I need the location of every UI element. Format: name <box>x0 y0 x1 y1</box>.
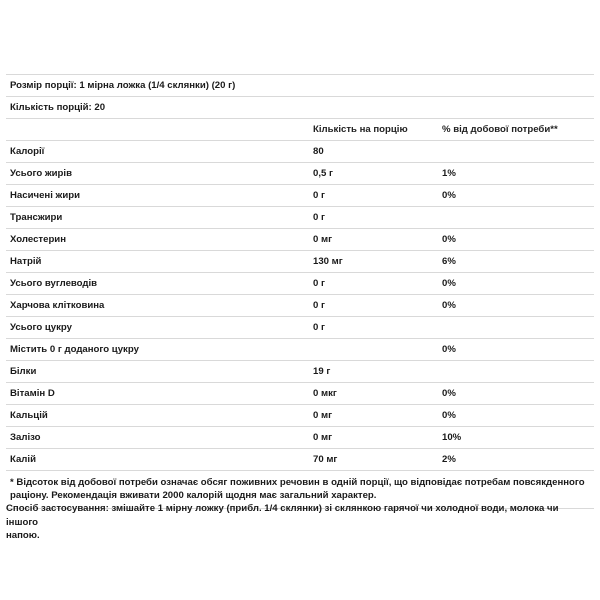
table-row <box>6 449 594 471</box>
table-row <box>6 207 594 229</box>
nutrient-daily-value: 0% <box>442 410 456 421</box>
table-row <box>6 163 594 185</box>
table-row <box>6 427 594 449</box>
nutrient-daily-value: 0% <box>442 300 456 311</box>
nutrient-daily-value: 1% <box>442 168 456 179</box>
table-header-row <box>6 119 594 141</box>
nutrient-name: Калорії <box>10 146 45 157</box>
table-row <box>6 383 594 405</box>
nutrient-daily-value: 6% <box>442 256 456 267</box>
nutrient-amount: 0 мкг <box>313 388 337 399</box>
nutrient-name: Усього цукру <box>10 322 72 333</box>
nutrient-daily-value: 0% <box>442 278 456 289</box>
header-amount: Кількість на порцію <box>313 124 408 135</box>
footnote-line: раціону. Рекомендація вживати 2000 калорій щодня має загальний характер. <box>10 490 377 501</box>
header-daily-value: % від добової потреби** <box>442 124 558 135</box>
nutrient-daily-value: 0% <box>442 388 456 399</box>
nutrient-amount: 19 г <box>313 366 331 377</box>
table-row <box>6 141 594 163</box>
servings-count: Кількість порцій: 20 <box>6 97 594 119</box>
table-row <box>6 361 594 383</box>
table-row <box>6 405 594 427</box>
nutrient-name: Білки <box>10 366 37 377</box>
nutrient-amount: 0 мг <box>313 234 333 245</box>
nutrient-daily-value: 2% <box>442 454 456 465</box>
footnote-line: * Відсоток від добової потреби означає обсяг поживних речовин в одній порції, що відповідає потребам повсякденного <box>10 477 585 488</box>
nutrient-amount: 0 г <box>313 190 325 201</box>
nutrient-amount: 130 мг <box>313 256 343 267</box>
nutrient-daily-value: 0% <box>442 344 456 355</box>
usage-line: напою. <box>6 530 40 541</box>
nutrient-amount: 70 мг <box>313 454 338 465</box>
nutrient-amount: 0 мг <box>313 410 333 421</box>
nutrient-amount: 0 г <box>313 300 325 311</box>
nutrient-daily-value: 0% <box>442 190 456 201</box>
table-body <box>6 141 594 471</box>
nutrient-amount: 0 мг <box>313 432 333 443</box>
table-row <box>6 339 594 361</box>
nutrient-name: Усього вуглеводів <box>10 278 98 289</box>
usage-instructions <box>6 502 586 543</box>
nutrient-name: Холестерин <box>10 234 66 245</box>
nutrient-daily-value: 10% <box>442 432 462 443</box>
nutrient-name: Усього жирів <box>10 168 72 179</box>
nutrient-amount: 0,5 г <box>313 168 333 179</box>
nutrient-name: Трансжири <box>10 212 63 223</box>
table-row <box>6 185 594 207</box>
nutrition-facts-table <box>6 74 594 509</box>
table-row <box>6 251 594 273</box>
nutrient-name: Містить 0 г доданого цукру <box>10 344 139 355</box>
table-row <box>6 229 594 251</box>
nutrient-name: Залізо <box>10 432 41 443</box>
table-row <box>6 317 594 339</box>
nutrient-amount: 0 г <box>313 278 325 289</box>
nutrient-name: Натрій <box>10 256 42 267</box>
table-row <box>6 273 594 295</box>
serving-size: Розмір порції: 1 мірна ложка (1/4 склянки) (20 г) <box>6 75 594 97</box>
nutrient-amount: 0 г <box>313 322 325 333</box>
table-row <box>6 295 594 317</box>
nutrient-name: Вітамін D <box>10 388 55 399</box>
nutrient-name: Кальцій <box>10 410 48 421</box>
nutrient-name: Калій <box>10 454 36 465</box>
usage-line: Спосіб застосування: змішайте 1 мірну ложку (прибл. 1/4 склянки) зі склянкою гарячої чи холодної води, молока чи іншого <box>6 503 559 528</box>
nutrient-name: Харчова клітковина <box>10 300 105 311</box>
nutrient-amount: 80 <box>313 146 324 157</box>
nutrient-amount: 0 г <box>313 212 325 223</box>
nutrient-daily-value: 0% <box>442 234 456 245</box>
nutrient-name: Насичені жири <box>10 190 80 201</box>
